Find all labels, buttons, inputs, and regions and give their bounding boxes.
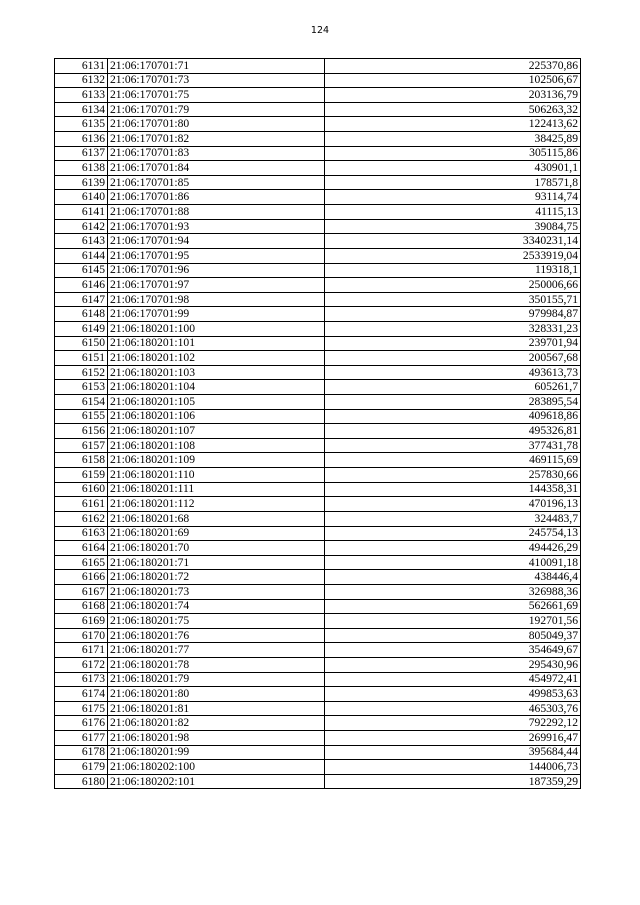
row-number-cell: 6171 (55, 643, 108, 658)
row-number-cell: 6166 (55, 570, 108, 585)
table-row (55, 745, 581, 760)
cadastral-value-cell: 39084,75 (325, 219, 581, 234)
row-number-cell: 6157 (55, 438, 108, 453)
row-number-cell: 6148 (55, 307, 108, 322)
cadastral-number-cell: 21:06:180201:80 (108, 687, 325, 702)
cadastral-number-cell: 21:06:180201:105 (108, 395, 325, 410)
row-number-cell: 6179 (55, 760, 108, 775)
row-number-cell: 6138 (55, 161, 108, 176)
cadastral-value-cell: 102506,67 (325, 73, 581, 88)
row-number-cell: 6153 (55, 380, 108, 395)
cadastral-value-cell: 225370,86 (325, 59, 581, 74)
cadastral-value-cell: 395684,44 (325, 745, 581, 760)
cadastral-number-cell: 21:06:170701:97 (108, 278, 325, 293)
cadastral-value-cell: 119318,1 (325, 263, 581, 278)
table-row (55, 292, 581, 307)
table-row (55, 657, 581, 672)
table-row (55, 424, 581, 439)
row-number-cell: 6160 (55, 482, 108, 497)
cadastral-number-cell: 21:06:180201:104 (108, 380, 325, 395)
cadastral-value-cell: 499853,63 (325, 687, 581, 702)
table-row (55, 146, 581, 161)
cadastral-value-cell: 250006,66 (325, 278, 581, 293)
cadastral-number-cell: 21:06:170701:94 (108, 234, 325, 249)
cadastral-number-cell: 21:06:180201:107 (108, 424, 325, 439)
table-row (55, 336, 581, 351)
table-row (55, 59, 581, 74)
table-row (55, 672, 581, 687)
table-row (55, 643, 581, 658)
row-number-cell: 6173 (55, 672, 108, 687)
cadastral-value-cell: 187359,29 (325, 774, 581, 789)
table-row (55, 628, 581, 643)
row-number-cell: 6159 (55, 468, 108, 483)
cadastral-number-cell: 21:06:180201:101 (108, 336, 325, 351)
table-row (55, 365, 581, 380)
cadastral-number-cell: 21:06:170701:86 (108, 190, 325, 205)
cadastral-value-cell: 493613,73 (325, 365, 581, 380)
cadastral-number-cell: 21:06:170701:73 (108, 73, 325, 88)
cadastral-value-cell: 979984,87 (325, 307, 581, 322)
cadastral-value-cell: 41115,13 (325, 205, 581, 220)
row-number-cell: 6180 (55, 774, 108, 789)
row-number-cell: 6167 (55, 584, 108, 599)
cadastral-value-cell: 305115,86 (325, 146, 581, 161)
row-number-cell: 6137 (55, 146, 108, 161)
row-number-cell: 6156 (55, 424, 108, 439)
cadastral-value-cell: 409618,86 (325, 409, 581, 424)
cadastral-value-cell: 454972,41 (325, 672, 581, 687)
table-row (55, 541, 581, 556)
cadastral-value-cell: 354649,67 (325, 643, 581, 658)
cadastral-number-cell: 21:06:180202:101 (108, 774, 325, 789)
row-number-cell: 6147 (55, 292, 108, 307)
cadastral-number-cell: 21:06:180201:72 (108, 570, 325, 585)
cadastral-number-cell: 21:06:180201:110 (108, 468, 325, 483)
cadastral-value-cell: 239701,94 (325, 336, 581, 351)
table-row (55, 570, 581, 585)
cadastral-number-cell: 21:06:170701:75 (108, 88, 325, 103)
cadastral-number-cell: 21:06:170701:95 (108, 248, 325, 263)
row-number-cell: 6135 (55, 117, 108, 132)
cadastral-value-cell: 506263,32 (325, 102, 581, 117)
row-number-cell: 6163 (55, 526, 108, 541)
cadastral-number-cell: 21:06:180201:71 (108, 555, 325, 570)
table-row (55, 219, 581, 234)
table-row (55, 263, 581, 278)
table-row (55, 511, 581, 526)
table-row (55, 482, 581, 497)
cadastral-value-cell: 328331,23 (325, 321, 581, 336)
row-number-cell: 6134 (55, 102, 108, 117)
cadastral-value-cell: 326988,36 (325, 584, 581, 599)
cadastral-number-cell: 21:06:180202:100 (108, 760, 325, 775)
row-number-cell: 6152 (55, 365, 108, 380)
table-row (55, 614, 581, 629)
table-row (55, 175, 581, 190)
table-row (55, 102, 581, 117)
cadastral-number-cell: 21:06:170701:99 (108, 307, 325, 322)
cadastral-value-cell: 495326,81 (325, 424, 581, 439)
cadastral-number-cell: 21:06:180201:68 (108, 511, 325, 526)
table-row (55, 774, 581, 789)
row-number-cell: 6164 (55, 541, 108, 556)
table-row (55, 468, 581, 483)
cadastral-value-cell: 430901,1 (325, 161, 581, 176)
row-number-cell: 6155 (55, 409, 108, 424)
row-number-cell: 6174 (55, 687, 108, 702)
cadastral-value-cell: 178571,8 (325, 175, 581, 190)
cadastral-number-cell: 21:06:180201:103 (108, 365, 325, 380)
row-number-cell: 6177 (55, 731, 108, 746)
cadastral-number-cell: 21:06:180201:111 (108, 482, 325, 497)
row-number-cell: 6165 (55, 555, 108, 570)
cadastral-value-cell: 470196,13 (325, 497, 581, 512)
cadastral-value-cell: 410091,18 (325, 555, 581, 570)
table-row (55, 248, 581, 263)
cadastral-value-cell: 494426,29 (325, 541, 581, 556)
cadastral-number-cell: 21:06:180201:77 (108, 643, 325, 658)
cadastral-number-cell: 21:06:180201:108 (108, 438, 325, 453)
cadastral-number-cell: 21:06:180201:98 (108, 731, 325, 746)
cadastral-number-cell: 21:06:170701:80 (108, 117, 325, 132)
cadastral-number-cell: 21:06:180201:79 (108, 672, 325, 687)
cadastral-number-cell: 21:06:170701:96 (108, 263, 325, 278)
cadastral-number-cell: 21:06:180201:106 (108, 409, 325, 424)
table-row (55, 73, 581, 88)
cadastral-value-cell: 295430,96 (325, 657, 581, 672)
cadastral-value-cell: 283895,54 (325, 395, 581, 410)
row-number-cell: 6143 (55, 234, 108, 249)
cadastral-value-cell: 605261,7 (325, 380, 581, 395)
table-body (55, 59, 581, 789)
cadastral-value-cell: 203136,79 (325, 88, 581, 103)
row-number-cell: 6150 (55, 336, 108, 351)
cadastral-number-cell: 21:06:180201:102 (108, 351, 325, 366)
cadastral-number-cell: 21:06:180201:112 (108, 497, 325, 512)
table-row (55, 190, 581, 205)
cadastral-value-cell: 192701,56 (325, 614, 581, 629)
row-number-cell: 6154 (55, 395, 108, 410)
cadastral-number-cell: 21:06:180201:73 (108, 584, 325, 599)
table-row (55, 716, 581, 731)
cadastral-value-cell: 245754,13 (325, 526, 581, 541)
row-number-cell: 6158 (55, 453, 108, 468)
row-number-cell: 6161 (55, 497, 108, 512)
cadastral-value-cell: 2533919,04 (325, 248, 581, 263)
cadastral-number-cell: 21:06:180201:99 (108, 745, 325, 760)
row-number-cell: 6151 (55, 351, 108, 366)
table-row (55, 278, 581, 293)
row-number-cell: 6141 (55, 205, 108, 220)
cadastral-number-cell: 21:06:170701:88 (108, 205, 325, 220)
table-row (55, 88, 581, 103)
row-number-cell: 6169 (55, 614, 108, 629)
cadastral-number-cell: 21:06:170701:84 (108, 161, 325, 176)
cadastral-number-cell: 21:06:180201:82 (108, 716, 325, 731)
row-number-cell: 6178 (55, 745, 108, 760)
table-row (55, 687, 581, 702)
page-number: 124 (310, 25, 330, 36)
cadastral-number-cell: 21:06:170701:82 (108, 132, 325, 147)
row-number-cell: 6136 (55, 132, 108, 147)
row-number-cell: 6140 (55, 190, 108, 205)
row-number-cell: 6139 (55, 175, 108, 190)
cadastral-number-cell: 21:06:180201:70 (108, 541, 325, 556)
row-number-cell: 6170 (55, 628, 108, 643)
cadastral-number-cell: 21:06:170701:79 (108, 102, 325, 117)
cadastral-value-cell: 144358,31 (325, 482, 581, 497)
table-row (55, 453, 581, 468)
table-row (55, 584, 581, 599)
cadastral-value-cell: 805049,37 (325, 628, 581, 643)
row-number-cell: 6172 (55, 657, 108, 672)
cadastral-number-cell: 21:06:180201:76 (108, 628, 325, 643)
cadastral-value-cell: 469115,69 (325, 453, 581, 468)
cadastral-number-cell: 21:06:170701:85 (108, 175, 325, 190)
table-row (55, 161, 581, 176)
table-row (55, 117, 581, 132)
cadastral-value-cell: 122413,62 (325, 117, 581, 132)
table-row (55, 307, 581, 322)
row-number-cell: 6145 (55, 263, 108, 278)
cadastral-value-cell: 465303,76 (325, 701, 581, 716)
table-row (55, 731, 581, 746)
row-number-cell: 6133 (55, 88, 108, 103)
cadastral-value-cell: 257830,66 (325, 468, 581, 483)
cadastral-value-cell: 200567,68 (325, 351, 581, 366)
cadastral-number-cell: 21:06:170701:93 (108, 219, 325, 234)
row-number-cell: 6175 (55, 701, 108, 716)
row-number-cell: 6142 (55, 219, 108, 234)
table-row (55, 205, 581, 220)
row-number-cell: 6132 (55, 73, 108, 88)
cadastral-number-cell: 21:06:180201:78 (108, 657, 325, 672)
table-row (55, 438, 581, 453)
cadastral-value-cell: 93114,74 (325, 190, 581, 205)
cadastral-number-cell: 21:06:170701:71 (108, 59, 325, 74)
cadastral-value-cell: 38425,89 (325, 132, 581, 147)
row-number-cell: 6144 (55, 248, 108, 263)
cadastral-value-cell: 562661,69 (325, 599, 581, 614)
cadastral-number-cell: 21:06:180201:100 (108, 321, 325, 336)
table-row (55, 380, 581, 395)
table-row (55, 701, 581, 716)
cadastral-number-cell: 21:06:180201:109 (108, 453, 325, 468)
table-row (55, 497, 581, 512)
cadastral-number-cell: 21:06:180201:75 (108, 614, 325, 629)
row-number-cell: 6149 (55, 321, 108, 336)
table-row (55, 234, 581, 249)
cadastral-number-cell: 21:06:180201:74 (108, 599, 325, 614)
cadastral-value-cell: 377431,78 (325, 438, 581, 453)
cadastral-number-cell: 21:06:180201:69 (108, 526, 325, 541)
cadastral-value-table (54, 58, 581, 789)
table-row (55, 599, 581, 614)
table-row (55, 321, 581, 336)
table-row (55, 760, 581, 775)
cadastral-value-cell: 438446,4 (325, 570, 581, 585)
table-row (55, 555, 581, 570)
row-number-cell: 6146 (55, 278, 108, 293)
table-row (55, 409, 581, 424)
table-row (55, 526, 581, 541)
table-row (55, 351, 581, 366)
cadastral-value-cell: 269916,47 (325, 731, 581, 746)
row-number-cell: 6162 (55, 511, 108, 526)
cadastral-value-cell: 324483,7 (325, 511, 581, 526)
cadastral-value-cell: 350155,71 (325, 292, 581, 307)
cadastral-value-cell: 144006,73 (325, 760, 581, 775)
table-row (55, 132, 581, 147)
cadastral-value-cell: 3340231,14 (325, 234, 581, 249)
cadastral-value-cell: 792292,12 (325, 716, 581, 731)
cadastral-number-cell: 21:06:180201:81 (108, 701, 325, 716)
row-number-cell: 6131 (55, 59, 108, 74)
row-number-cell: 6176 (55, 716, 108, 731)
row-number-cell: 6168 (55, 599, 108, 614)
cadastral-number-cell: 21:06:170701:98 (108, 292, 325, 307)
table-row (55, 395, 581, 410)
cadastral-number-cell: 21:06:170701:83 (108, 146, 325, 161)
